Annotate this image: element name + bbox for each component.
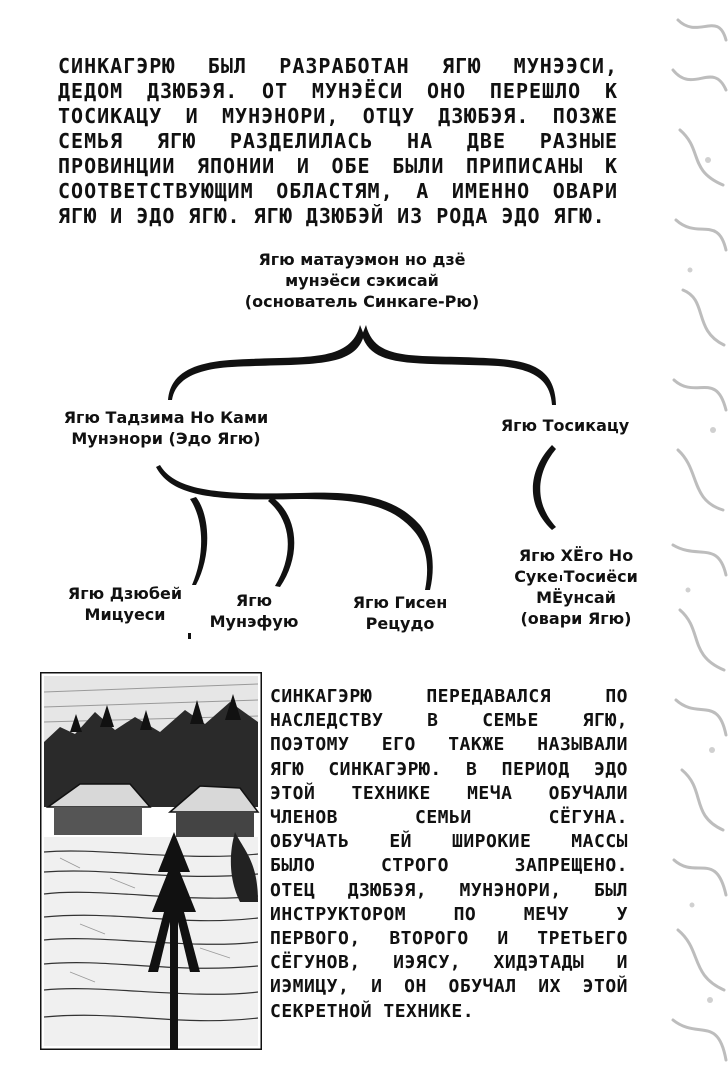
node-line: (овари Ягю) (520, 609, 632, 628)
node-line: Суке Тосиёси (514, 567, 638, 586)
body-line: СЁГУНОВ, ИЭЯСУ, ХИДЭТАДЫ И (270, 952, 628, 974)
tree-node-munenori (46, 407, 286, 449)
node-line: Ягю Тосикацу (500, 416, 630, 435)
node-line: Ягю Тадзима Но Ками (63, 408, 269, 427)
body-line: ИНСТРУКТОРОМ ПО МЕЧУ У (270, 903, 628, 925)
intro-line: СИНКАГЭРЮ БЫЛ РАЗРАБОТАН ЯГЮ МУНЭЭСИ, (58, 54, 618, 78)
body-line: ОТЕЦ ДЗЮБЭЯ, МУНЭНОРИ, БЫЛ (270, 879, 628, 901)
tree-node-gisen (340, 592, 460, 634)
body-line: НАСЛЕДСТВУ В СЕМЬЕ ЯГЮ, (270, 710, 628, 732)
node-line: Ягю Гисен (352, 593, 448, 612)
node-line: мунэёси сэкисай (285, 271, 439, 290)
family-tree-diagram (0, 235, 670, 655)
node-line: (основатель Синкаге-Рю) (244, 292, 480, 311)
intro-line: ПРОВИНЦИИ ЯПОНИИ И ОБЕ БЫЛИ ПРИПИСАНЫ К (58, 154, 618, 178)
body-line: ЯГЮ СИНКАГЭРЮ. В ПЕРИОД ЭДО (270, 758, 628, 780)
body-line: СЕКРЕТНОЙ ТЕХНИКЕ. (270, 1000, 475, 1022)
tree-node-root (222, 249, 502, 312)
intro-line: ЯГЮ И ЭДО ЯГЮ. ЯГЮ ДЗЮБЭЙ ИЗ РОДА ЭДО ЯГЮ. (58, 204, 606, 228)
body-line: СИНКАГЭРЮ ПЕРЕДАВАЛСЯ ПО (270, 686, 628, 707)
intro-line: ДЕДОМ ДЗЮБЭЯ. ОТ МУНЭЁСИ ОНО ПЕРЕШЛО К (58, 79, 618, 103)
decorative-ornament-strip (668, 0, 728, 1086)
node-line: Рецудо (365, 614, 435, 633)
node-line: Ягю Дзюбей (67, 584, 183, 603)
intro-line: ТОСИКАЦУ И МУНЭНОРИ, ОТЦУ ДЗЮБЭЯ. ПОЗЖЕ (58, 104, 618, 128)
body-line: ЭТОЙ ТЕХНИКЕ МЕЧА ОБУЧАЛИ (270, 782, 628, 804)
intro-line: СЕМЬЯ ЯГЮ РАЗДЕЛИЛАСЬ НА ДВЕ РАЗНЫЕ (58, 129, 618, 153)
intro-line: СООТВЕТСТВУЮЩИМ ОБЛАСТЯМ, А ИМЕННО ОВАРИ (58, 179, 618, 203)
body-line: БЫЛО СТРОГО ЗАПРЕЩЕНО. (270, 855, 628, 877)
node-line: Мунэнори (Эдо Ягю) (71, 429, 261, 448)
node-line: МЁунсай (536, 588, 616, 607)
body-paragraph (270, 685, 628, 1024)
body-line: ИЭМИЦУ, И ОН ОБУЧАЛ ИХ ЭТОЙ (270, 976, 628, 998)
tree-node-munefuyu (200, 590, 308, 632)
tree-node-toshikatsu (490, 415, 640, 436)
body-line: ПЕРВОГО, ВТОРОГО И ТРЕТЬЕГО (270, 928, 628, 950)
body-line: ЧЛЕНОВ СЕМЬИ СЁГУНА. (270, 807, 628, 829)
tree-node-jubei (50, 583, 200, 625)
body-line: ПОЭТОМУ ЕГО ТАКЖЕ НАЗЫВАЛИ (270, 734, 628, 756)
node-line: Мунэфую (209, 612, 299, 631)
node-line: Мицуеси (84, 605, 166, 624)
node-line: Ягю матауэмон но дзё (258, 250, 466, 269)
village-landscape-illustration (40, 672, 262, 1050)
node-line: Ягю ХЁго Но (518, 546, 634, 565)
body-line: ОБУЧАТЬ ЕЙ ШИРОКИЕ МАССЫ (270, 831, 628, 853)
tree-node-hyogo (498, 545, 654, 629)
node-line: Ягю (235, 591, 273, 610)
intro-paragraph (58, 54, 618, 229)
